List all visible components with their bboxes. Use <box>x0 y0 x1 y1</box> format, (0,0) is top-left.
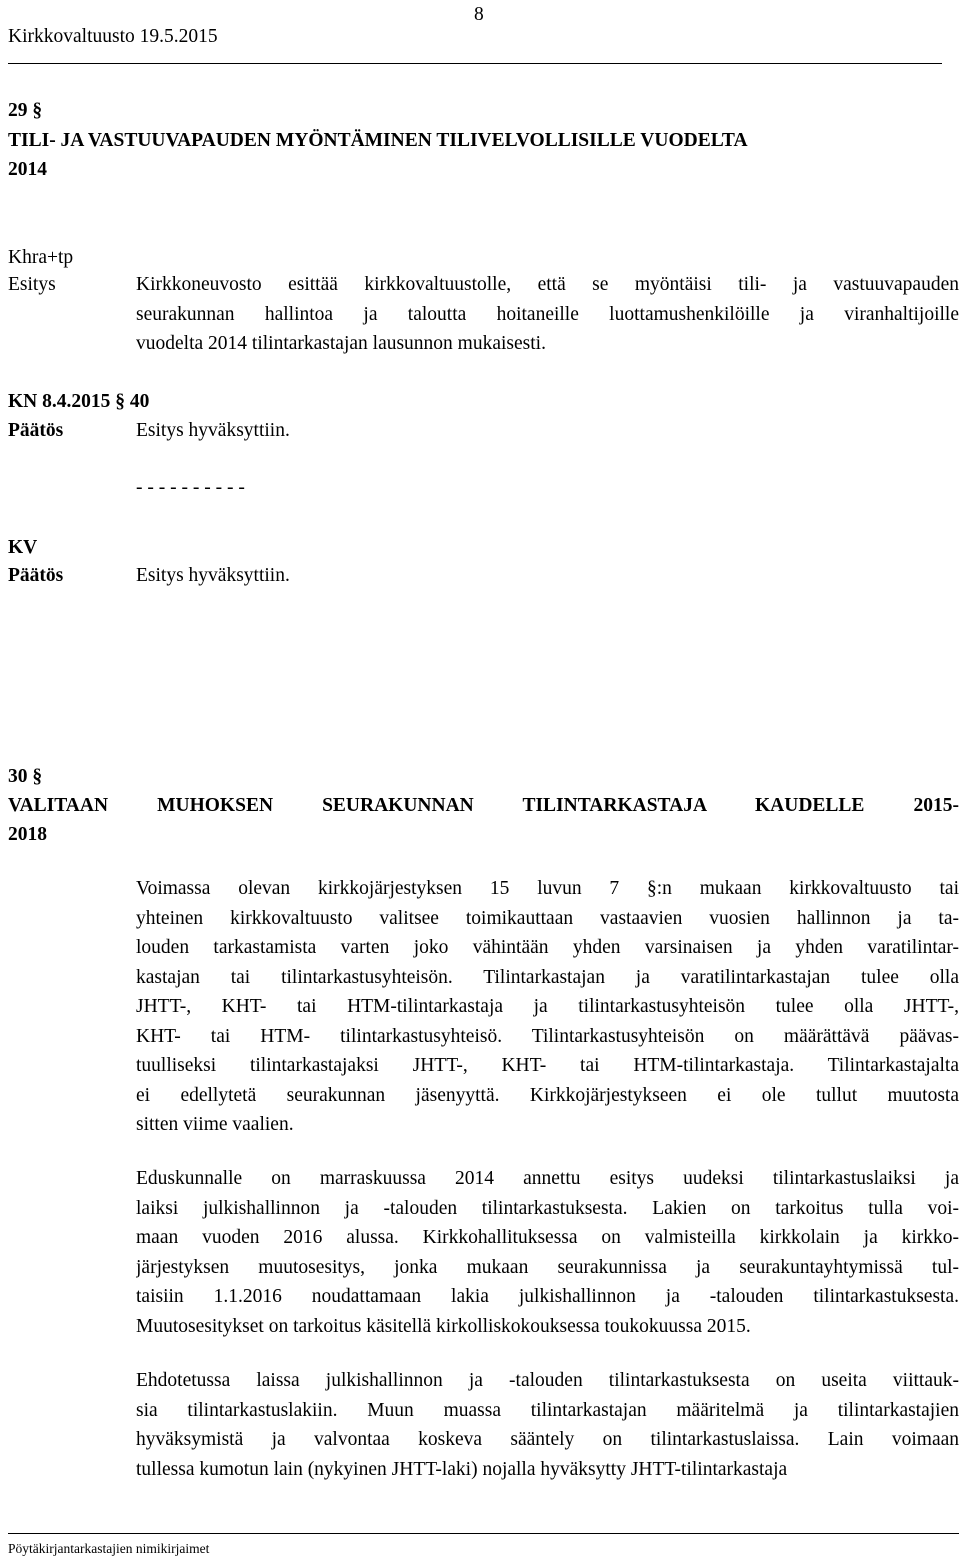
text-line: järjestyksen muutosesitys, jonka mukaan seurakunnissa ja seurakuntayhtymissä tul- <box>136 1256 959 1278</box>
meeting-header: Kirkkovaltuusto 19.5.2015 <box>8 26 218 47</box>
footer-initials-label: Pöytäkirjantarkastajien nimikirjaimet <box>8 1541 210 1556</box>
text-line: JHTT-, KHT- tai HTM-tilintarkastaja ja tilintarkastusyhteisön tulee olla JHTT-, <box>136 996 959 1017</box>
page-number: 8 <box>474 4 484 25</box>
text-line: Muutosesitykset on tarkoitus käsitellä kirkolliskokouksessa toukokuussa 2015. <box>136 1315 751 1337</box>
paragraph <box>136 1164 959 1341</box>
text-line: Eduskunnalle on marraskuussa 2014 annettu esitys uudeksi tilintarkastuslaiksi ja <box>136 1168 959 1189</box>
text-line: Ehdotetussa laissa julkishallinnon ja -talouden tilintarkastuksesta on useita viittauk- <box>136 1370 959 1391</box>
text-line: vuodelta 2014 tilintarkastajan lausunnon mukaisesti. <box>136 333 546 354</box>
item-title: TILI- JA VASTUUVAPAUDEN MYÖNTÄMINEN TILIVELVOLLISILLE VUODELTA <box>8 130 748 151</box>
kv-label: KV <box>8 537 38 558</box>
item-title: 2014 <box>8 159 47 180</box>
text-line: ei edellytetä seurakunnan jäsenyyttä. Kirkkojärjestykseen ei ole tullut muutosta <box>136 1084 959 1106</box>
paragraph <box>136 1366 959 1484</box>
text-line: tullessa kumotun lain (nykyinen JHTT-laki) nojalla hyväksytty JHTT-tilintarkastaja <box>136 1458 788 1480</box>
text-line: laiksi julkishallinnon ja -talouden tilintarkastuksesta. Lakien on tarkoitus tulla voi- <box>136 1197 959 1219</box>
footer-rule <box>8 1533 959 1534</box>
text-line: tuulliseksi tilintarkastajaksi JHTT-, KHT- tai HTM-tilintarkastaja. Tilintarkastajalta <box>136 1055 959 1076</box>
item-title: 2018 <box>8 824 47 845</box>
proposal-label: Esitys <box>8 274 56 295</box>
decision-label: Päätös <box>8 420 64 441</box>
text-line: yhteinen kirkkovaltuusto valitsee toimikauttaan vastaavien vuosien hallinnon ja ta- <box>136 907 959 929</box>
text-line: louden tarkastamista varten joko vähintään yhden varsinaisen ja yhden varatilintar- <box>136 937 959 958</box>
preparer-label: Khra+tp <box>8 247 74 268</box>
proposal-text <box>136 270 959 359</box>
text-line: taisiin 1.1.2016 noudattamaan lakia julkishallinnon ja -talouden tilintarkastuksesta. <box>136 1286 959 1307</box>
text-line: KHT- tai HTM- tilintarkastusyhteisö. Tilintarkastusyhteisön on määrättävä päävas- <box>136 1025 959 1047</box>
text-line: maan vuoden 2016 alussa. Kirkkohallituksessa on valmisteilla kirkkolain ja kirkko- <box>136 1227 959 1248</box>
text-line: hyväksymistä ja valvontaa koskeva sääntely on tilintarkastuslaissa. Lain voimaan <box>136 1429 959 1450</box>
item-title: VALITAAN MUHOKSEN SEURAKUNNAN TILINTARKASTAJA KAUDELLE 2015- <box>8 795 959 816</box>
header-rule <box>8 63 942 64</box>
separator: - - - - - - - - - - <box>136 477 245 498</box>
decision-text: Esitys hyväksyttiin. <box>136 420 290 441</box>
text-line: kastajan tai tilintarkastusyhteisön. Tilintarkastajan ja varatilintarkastajan tulee olla <box>136 966 959 988</box>
item-number: 29 § <box>8 100 43 121</box>
kn-reference: KN 8.4.2015 § 40 <box>8 391 150 412</box>
text-line: Kirkkoneuvosto esittää kirkkovaltuustolle, että se myöntäisi tili- ja vastuuvapauden <box>136 274 959 295</box>
item-number: 30 § <box>8 766 43 787</box>
text-line: Voimassa olevan kirkkojärjestyksen 15 luvun 7 §:n mukaan kirkkovaltuusto tai <box>136 878 959 899</box>
text-line: sitten viime vaalien. <box>136 1114 294 1135</box>
text-line: seurakunnan hallintoa ja taloutta hoitaneille luottamushenkilöille ja viranhaltijoille <box>136 303 959 325</box>
decision-text: Esitys hyväksyttiin. <box>136 565 290 586</box>
decision-label: Päätös <box>8 565 64 586</box>
text-line: sia tilintarkastuslakiin. Muun muassa tilintarkastajan määritelmä ja tilintarkastajien <box>136 1399 959 1421</box>
paragraph <box>136 874 959 1140</box>
